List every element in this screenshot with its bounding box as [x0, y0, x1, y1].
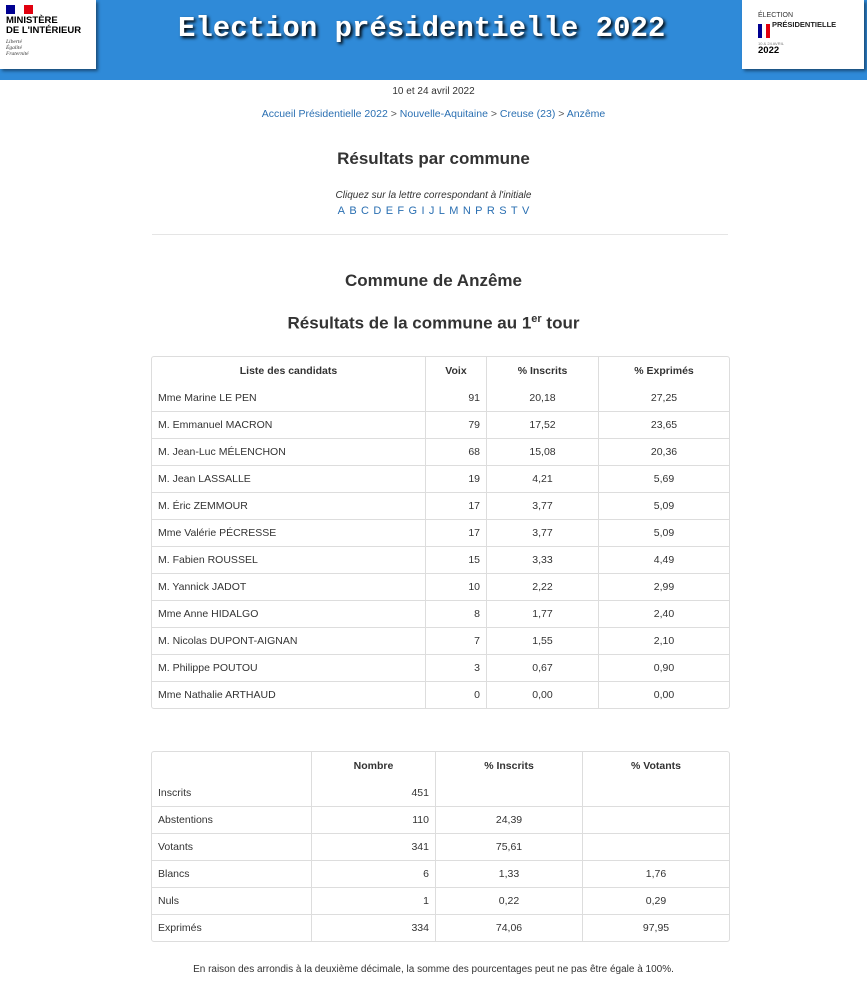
breadcrumb-separator: > [390, 108, 397, 120]
table-cell: Abstentions [152, 806, 311, 833]
ministry-name: MINISTÈRE DE L'INTÉRIEUR [6, 15, 82, 36]
table-row [152, 573, 729, 600]
table-row [152, 887, 729, 914]
table-cell: M. Emmanuel MACRON [152, 411, 425, 438]
table-cell: 10 [425, 573, 486, 600]
table-row [152, 806, 729, 833]
table-cell: Blancs [152, 860, 311, 887]
breadcrumb [0, 108, 867, 120]
table-header-row [152, 357, 729, 384]
table-cell: 17,52 [486, 411, 598, 438]
table-cell: 0 [425, 681, 486, 708]
table-cell: Nuls [152, 887, 311, 914]
table-cell: Mme Valérie PÉCRESSE [152, 519, 425, 546]
table-cell: 91 [425, 384, 486, 411]
breadcrumb-commune[interactable]: Anzême [566, 108, 606, 120]
table-cell: 2,22 [486, 573, 598, 600]
table-cell: 2,99 [598, 573, 729, 600]
table-cell: 68 [425, 438, 486, 465]
letter-instruction: Cliquez sur la lettre correspondant à l'initiale [335, 190, 532, 201]
table-cell: 20,36 [598, 438, 729, 465]
table-cell: 3,77 [486, 492, 598, 519]
round-heading: Résultats de la commune au 1er tour [287, 313, 580, 333]
table-row [152, 833, 729, 860]
table-cell [582, 833, 729, 860]
table-cell: 3,77 [486, 519, 598, 546]
table-header-row [152, 752, 729, 779]
table-cell: 1,77 [486, 600, 598, 627]
table-row [152, 546, 729, 573]
column-header: % Inscrits [435, 752, 582, 779]
letter-link-s[interactable]: S [499, 205, 507, 217]
column-header [152, 752, 311, 779]
letter-link-i[interactable]: I [421, 205, 425, 217]
letter-link-d[interactable]: D [373, 205, 382, 217]
table-cell: 0,00 [598, 681, 729, 708]
table-cell: 1,55 [486, 627, 598, 654]
table-cell: 15,08 [486, 438, 598, 465]
results-heading: Résultats par commune [337, 149, 530, 168]
letter-link-g[interactable]: G [408, 205, 418, 217]
participation-table [151, 751, 730, 942]
table-cell: M. Philippe POUTOU [152, 654, 425, 681]
table-cell: 23,65 [598, 411, 729, 438]
table-cell: Inscrits [158, 786, 192, 799]
table-cell: 74,06 [435, 914, 582, 941]
table-row [152, 654, 729, 681]
table-row [152, 600, 729, 627]
table-cell: 6 [311, 860, 435, 887]
table-cell: M. Jean-Luc MÉLENCHON [152, 438, 425, 465]
election-dates: 10 et 24 avril 2022 [392, 86, 475, 97]
commune-heading: Commune de Anzême [345, 271, 522, 290]
letter-link-e[interactable]: E [385, 205, 394, 217]
table-cell: 451 [311, 779, 435, 806]
table-cell: 5,09 [598, 519, 729, 546]
table-cell: 0,90 [598, 654, 729, 681]
divider [152, 234, 728, 235]
table-cell: 0,00 [486, 681, 598, 708]
letter-link-n[interactable]: N [462, 205, 471, 217]
table-cell: 8 [425, 600, 486, 627]
table-cell: Exprimés [152, 914, 311, 941]
table-row [152, 384, 729, 411]
table-cell: 1,33 [435, 860, 582, 887]
table-cell: Mme Marine LE PEN [158, 391, 257, 404]
table-cell: Votants [152, 833, 311, 860]
table-cell: 19 [425, 465, 486, 492]
letter-link-c[interactable]: C [361, 205, 369, 217]
breadcrumb-department[interactable]: Creuse (23) [499, 108, 556, 120]
table-cell: M. Fabien ROUSSEL [152, 546, 425, 573]
ministry-logo[interactable] [0, 0, 96, 69]
table-cell: 17 [425, 519, 486, 546]
table-cell: 2,40 [598, 600, 729, 627]
ministry-devise: Liberté Égalité Fraternité [6, 39, 29, 57]
breadcrumb-region[interactable]: Nouvelle-Aquitaine [399, 108, 488, 120]
letter-link-b[interactable]: B [349, 205, 357, 217]
flag-icon [758, 24, 770, 38]
table-cell: 3,33 [486, 546, 598, 573]
table-cell: 17 [425, 492, 486, 519]
table-row [152, 465, 729, 492]
letter-link-f[interactable]: F [397, 205, 405, 217]
table-row [152, 411, 729, 438]
table-cell: Mme Anne HIDALGO [152, 600, 425, 627]
table-cell [435, 779, 582, 806]
table-cell: 15 [425, 546, 486, 573]
letter-link-p[interactable]: P [475, 205, 483, 217]
letter-link-t[interactable]: T [510, 205, 518, 217]
column-header: Liste des candidats [239, 364, 338, 377]
table-cell: 4,49 [598, 546, 729, 573]
table-cell: 1,76 [582, 860, 729, 887]
table-row [152, 492, 729, 519]
table-row [152, 681, 729, 708]
letter-index [0, 205, 867, 217]
table-row [152, 627, 729, 654]
letter-link-l[interactable]: L [438, 205, 445, 217]
table-cell: 24,39 [435, 806, 582, 833]
page-title: Election présidentielle 2022 [178, 12, 666, 45]
table-row [152, 914, 729, 941]
letter-link-r[interactable]: R [486, 205, 495, 217]
table-cell: 110 [311, 806, 435, 833]
rounding-footnote: En raison des arrondis à la deuxième décimale, la somme des pourcentages peut ne pas être égale à 100%. [193, 964, 674, 975]
table-cell: 20,18 [486, 384, 598, 411]
table-cell: 334 [311, 914, 435, 941]
table-cell: 0,67 [486, 654, 598, 681]
election-badge: ÉLECTION PRÉSIDENTIELLE 10 & 24 AVRIL 2022 [742, 0, 864, 69]
table-cell: M. Jean LASSALLE [152, 465, 425, 492]
letter-link-m[interactable]: M [449, 205, 459, 217]
table-cell [582, 806, 729, 833]
table-cell: 0,22 [435, 887, 582, 914]
column-header: % Votants [582, 752, 729, 779]
table-cell: M. Nicolas DUPONT-AIGNAN [152, 627, 425, 654]
table-row [152, 519, 729, 546]
letter-link-a[interactable]: A [337, 205, 345, 217]
table-cell: 2,10 [598, 627, 729, 654]
table-cell: 79 [425, 411, 486, 438]
table-cell: 5,09 [598, 492, 729, 519]
table-cell: M. Yannick JADOT [152, 573, 425, 600]
table-row [152, 438, 729, 465]
table-row [152, 779, 729, 806]
letter-link-v[interactable]: V [522, 205, 530, 217]
page-header [0, 0, 867, 80]
table-cell: 1 [311, 887, 435, 914]
column-header: % Inscrits [486, 357, 598, 384]
table-cell: 3 [425, 654, 486, 681]
table-row [152, 860, 729, 887]
column-header: Nombre [311, 752, 435, 779]
table-cell: 27,25 [598, 384, 729, 411]
breadcrumb-separator: > [558, 108, 565, 120]
table-cell: 7 [425, 627, 486, 654]
table-cell: 0,29 [582, 887, 729, 914]
table-cell: M. Éric ZEMMOUR [152, 492, 425, 519]
column-header: Voix [425, 357, 486, 384]
letter-link-j[interactable]: J [428, 205, 435, 217]
breadcrumb-home[interactable]: Accueil Présidentielle 2022 [261, 108, 388, 120]
candidates-table [151, 356, 730, 709]
column-header: % Exprimés [598, 357, 729, 384]
table-cell: 75,61 [435, 833, 582, 860]
marianne-flag-icon [6, 5, 33, 14]
table-cell: 4,21 [486, 465, 598, 492]
table-cell: 5,69 [598, 465, 729, 492]
breadcrumb-separator: > [490, 108, 497, 120]
table-cell: Mme Nathalie ARTHAUD [152, 681, 425, 708]
table-cell [582, 779, 729, 806]
table-cell: 97,95 [582, 914, 729, 941]
table-cell: 341 [311, 833, 435, 860]
